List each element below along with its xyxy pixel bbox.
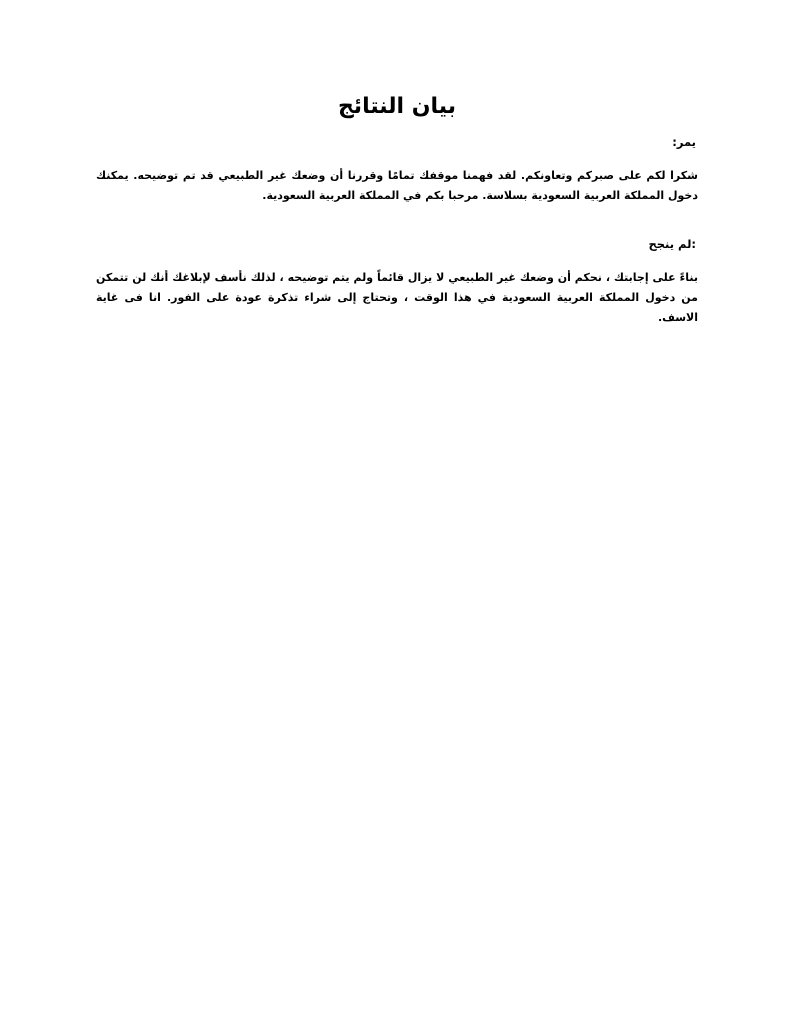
document-body (96, 92, 698, 328)
document-title: بيان النتائج (337, 94, 457, 119)
section-pass (96, 134, 698, 206)
section-fail (96, 236, 698, 328)
section-divider-space (96, 206, 698, 236)
section-fail-text: بناءً على إجابتك ، نحكم أن وضعك غير الطبيعي لا يزال قائماً ولم يتم توضيحه ، لذلك نأسف لإبلاغك أنك لن تتمكن من دخول المملكة العربية السعودية في هذا الوقت ، وتحتاج إلى شراء تذكرة عودة على الفور. انا فى غاية الاسف. (96, 271, 698, 324)
section-pass-text: شكرا لكم على صبركم وتعاونكم. لقد فهمنا موقفك تمامًا وقررنا أن وضعك غير الطبيعي قد تم توضيحه. يمكنك دخول المملكة العربية السعودية بسلاسة. مرحبا بكم في المملكة العربية السعودية. (96, 169, 698, 202)
section-pass-label: يمر: (672, 135, 696, 149)
section-fail-label: :لم ينجح (648, 237, 696, 251)
